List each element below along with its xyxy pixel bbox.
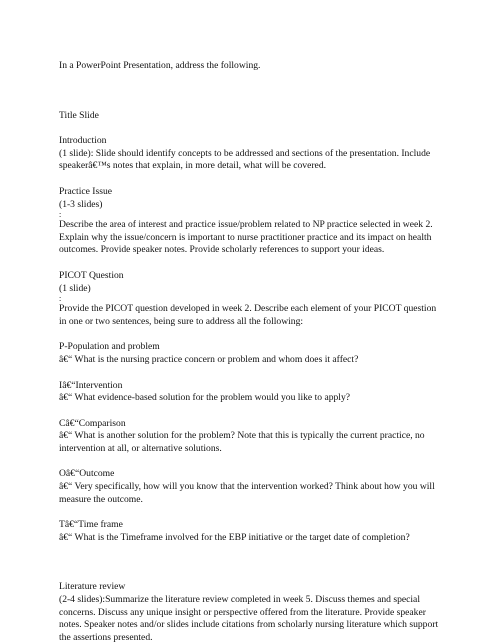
title-slide-heading: Title Slide (59, 109, 99, 121)
picot-element-question: â€“ What is the nursing practice concern or problem and whom does it affect? (59, 353, 359, 365)
intro-line: In a PowerPoint Presentation, address the following. (59, 60, 261, 71)
picot-element-outcome (59, 468, 444, 506)
picot-element-question: â€“ What is another solution for the problem? Note that this is typically the current practice, no intervention at all, or alternative solutions. (59, 430, 425, 454)
literature-review-section (59, 581, 444, 644)
practice-issue-text: Describe the area of interest and practice issue/problem related to NP practice selected in week 2. Explain why the issue/concern is important to nurse practitioner practice and its impact on health outcomes. Provide speaker notes. Provide scholarly references to support your ideas. (59, 219, 433, 256)
picot-question-colon: : (59, 294, 62, 304)
picot-question-count: (1 slide) (59, 282, 91, 294)
picot-question-section (59, 270, 444, 328)
picot-element-comparison (59, 418, 444, 456)
practice-issue-heading: Practice Issue (59, 185, 113, 197)
picot-element-label: P-Population and problem (59, 341, 160, 353)
picot-element-population (59, 341, 444, 366)
literature-review-text: (2-4 slides):Summarize the literature review completed in week 5. Discuss themes and special concerns. Discuss any unique insight or perspective offered from the literature. Provide speaker notes. Speaker notes and/or slides include citations from scholarly nursing literature which support the assertions presented. (59, 594, 439, 643)
introduction-heading: Introduction (59, 135, 107, 147)
introduction-section (59, 135, 444, 173)
picot-element-question: â€“ Very specifically, how will you know that the intervention worked? Think about how you will measure the outcome. (59, 481, 435, 505)
picot-element-label: Iâ€“Intervention (59, 379, 123, 391)
practice-issue-count: (1-3 slides) (59, 198, 103, 210)
picot-element-time-frame (59, 519, 444, 544)
picot-element-intervention (59, 380, 444, 405)
picot-question-heading: PICOT Question (59, 269, 124, 281)
picot-element-label: Câ€“Comparison (59, 417, 126, 429)
document-body (59, 60, 444, 644)
picot-element-label: Oâ€“Outcome (59, 468, 115, 480)
picot-question-text: Provide the PICOT question developed in week 2. Describe each element of your PICOT question in one or two sentences, being sure to address all the following: (59, 303, 437, 327)
introduction-text: (1 slide): Slide should identify concepts to be addressed and sections of the presentation. Include speakerâ€™s notes that explain, in more detail, what will be covered. (59, 147, 431, 172)
picot-element-label: Tâ€“Time frame (59, 519, 123, 531)
picot-element-question: â€“ What evidence-based solution for the problem would you like to apply? (59, 392, 351, 404)
practice-issue-section (59, 186, 444, 257)
practice-issue-colon: : (59, 210, 62, 220)
picot-element-question: â€“ What is the Timeframe involved for the EBP initiative or the target date of completion? (59, 531, 410, 543)
literature-review-heading: Literature review (59, 581, 126, 593)
